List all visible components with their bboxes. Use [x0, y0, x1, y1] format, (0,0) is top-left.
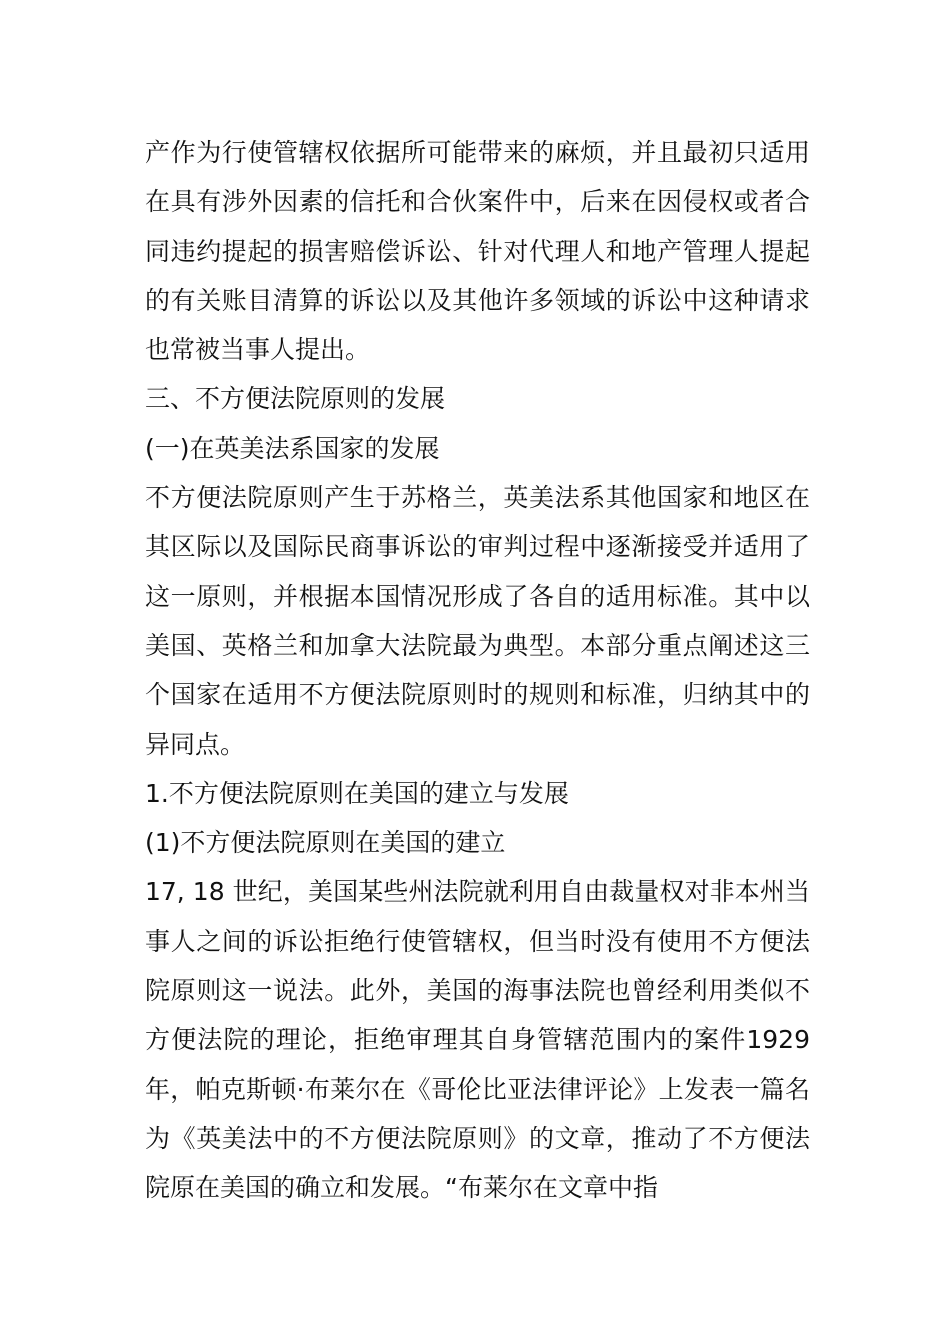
paragraph-jurisdiction-issues: 产作为行使管辖权依据所可能带来的麻烦，并且最初只适用在具有涉外因素的信托和合伙案件中，后来在因侵权或者合同违约提起的损害赔偿诉讼、针对代理人和地产管理人提起的有关账目清算的诉讼以及其他许多领域的诉讼中这种请求也常被当事人提出。 [145, 138, 810, 365]
section-heading-development: 三、不方便法院原则的发展 [145, 384, 446, 414]
paragraph-origin-scotland: 不方便法院原则产生于苏格兰，英美法系其他国家和地区在其区际以及国际民商事诉讼的审判过程中逐渐接受并适用了这一原则，并根据本国情况形成了各自的适用标准。其中以美国、英格兰和加拿大法院最为典型。本部分重点阐述这三个国家在适用不方便法院原则时的规则和标准，归纳其中的异同点。 [145, 483, 810, 759]
subsection-heading-common-law: (一)在英美法系国家的发展 [145, 433, 440, 463]
document-body [145, 128, 810, 1213]
paragraph-us-history: 17, 18 世纪，美国某些州法院就利用自由裁量权对非本州当事人之间的诉讼拒绝行使管辖权，但当时没有使用不方便法院原则这一说法。此外，美国的海事法院也曾经利用类似不方便法院的理论，拒绝审理其自身管辖范围内的案件1929 年，帕克斯顿·布莱尔在《哥伦比亚法律评论》上发表一篇名为《英美法中的不方便法院原则》的文章，推动了不方便法院原在美国的确立和发展。“布莱尔在文章中指 [145, 877, 810, 1203]
subsection-heading-us-establishment: (1)不方便法院原则在美国的建立 [145, 828, 506, 858]
subsection-heading-us: 1.不方便法院原则在美国的建立与发展 [145, 778, 569, 808]
